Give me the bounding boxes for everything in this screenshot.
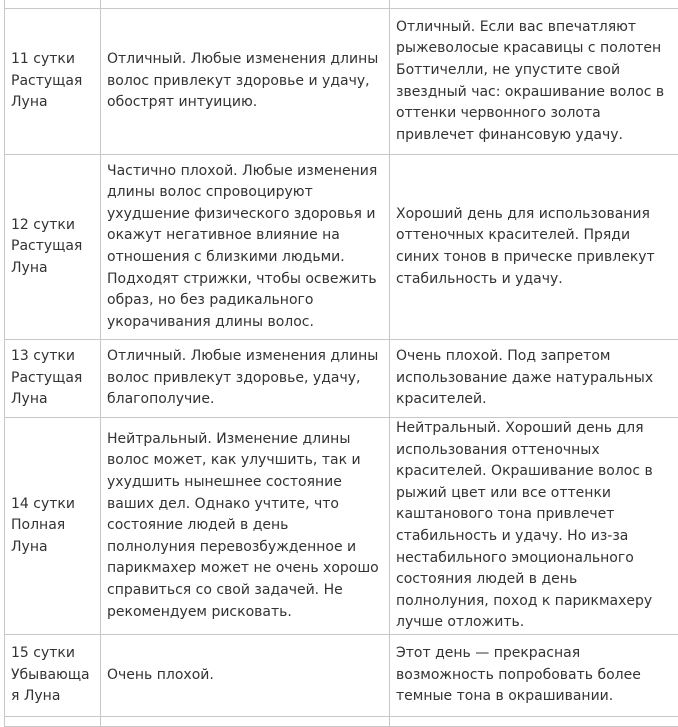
lunar-day-cell xyxy=(5,340,101,418)
dye-forecast-cell: Этот день — прекрасная возможность попробовать более темные тона в окрашивании. xyxy=(390,634,678,716)
moon-phase-label: Растущая Луна xyxy=(11,236,90,279)
lunar-day-cell xyxy=(5,418,101,635)
lunar-day-cell xyxy=(5,9,101,155)
table-cell xyxy=(5,0,101,9)
lunar-day-label: 12 сутки xyxy=(11,215,90,237)
table-cell xyxy=(101,716,390,726)
moon-phase-label: Растущая Луна xyxy=(11,71,90,114)
haircut-forecast-cell: Частично плохой. Любые изменения длины волос спровоцируют ухудшение физического здоровья и окажут негативное влияние на отношения с близкими людьми. Подходят стрижки, чтобы освежить образ, но без радикального укорачивания длины волос. xyxy=(101,155,390,340)
haircut-forecast-cell: Отличный. Любые изменения длины волос привлекут здоровье и удачу, обострят интуицию. xyxy=(101,9,390,155)
table-row xyxy=(5,418,678,635)
haircut-forecast-cell: Очень плохой. xyxy=(101,634,390,716)
lunar-day-label: 14 сутки xyxy=(11,494,90,516)
table-row xyxy=(5,9,678,155)
moon-phase-label: Убывающая Луна xyxy=(11,665,90,708)
lunar-day-label: 13 сутки xyxy=(11,346,90,368)
table-cell xyxy=(390,0,678,9)
dye-forecast-cell: Хороший день для использования оттеночных красителей. Пряди синих тонов в прическе привлекут стабильность и удачу. xyxy=(390,155,678,340)
table-row xyxy=(5,155,678,340)
table-cell xyxy=(101,0,390,9)
table-cell xyxy=(390,716,678,726)
moon-phase-label: Полная Луна xyxy=(11,515,90,558)
lunar-haircut-table xyxy=(4,0,678,727)
table-row xyxy=(5,634,678,716)
dye-forecast-cell: Нейтральный. Хороший день для использования оттеночных красителей. Окрашивание волос в рыжий цвет или все оттенки каштанового тона привлечет стабильность и удачу. Но из-за нестабильного эмоционального состояния людей в день полнолуния, поход к парикмахеру лучше отложить. xyxy=(390,418,678,635)
dye-forecast-cell: Отличный. Если вас впечатляют рыжеволосые красавицы с полотен Боттичелли, не упустите свой звездный час: окрашивание волос в оттенки червонного золота привлечет финансовую удачу. xyxy=(390,9,678,155)
haircut-forecast-cell: Отличный. Любые изменения длины волос привлекут здоровье, удачу, благополучие. xyxy=(101,340,390,418)
lunar-day-cell xyxy=(5,155,101,340)
lunar-day-label: 15 сутки xyxy=(11,643,90,665)
table-row-partial-bottom xyxy=(5,716,678,726)
dye-forecast-cell: Очень плохой. Под запретом использование даже натуральных красителей. xyxy=(390,340,678,418)
moon-phase-label: Растущая Луна xyxy=(11,368,90,411)
lunar-day-cell xyxy=(5,634,101,716)
lunar-day-label: 11 сутки xyxy=(11,49,90,71)
table-row xyxy=(5,340,678,418)
table-row-partial-top xyxy=(5,0,678,9)
table-cell xyxy=(5,716,101,726)
haircut-forecast-cell: Нейтральный. Изменение длины волос может, как улучшить, так и ухудшить нынешнее состояние ваших дел. Однако учтите, что состояние людей в день полнолуния перевозбужденное и парикмахер может не очень хорошо справиться со свой задачей. Не рекомендуем рисковать. xyxy=(101,418,390,635)
